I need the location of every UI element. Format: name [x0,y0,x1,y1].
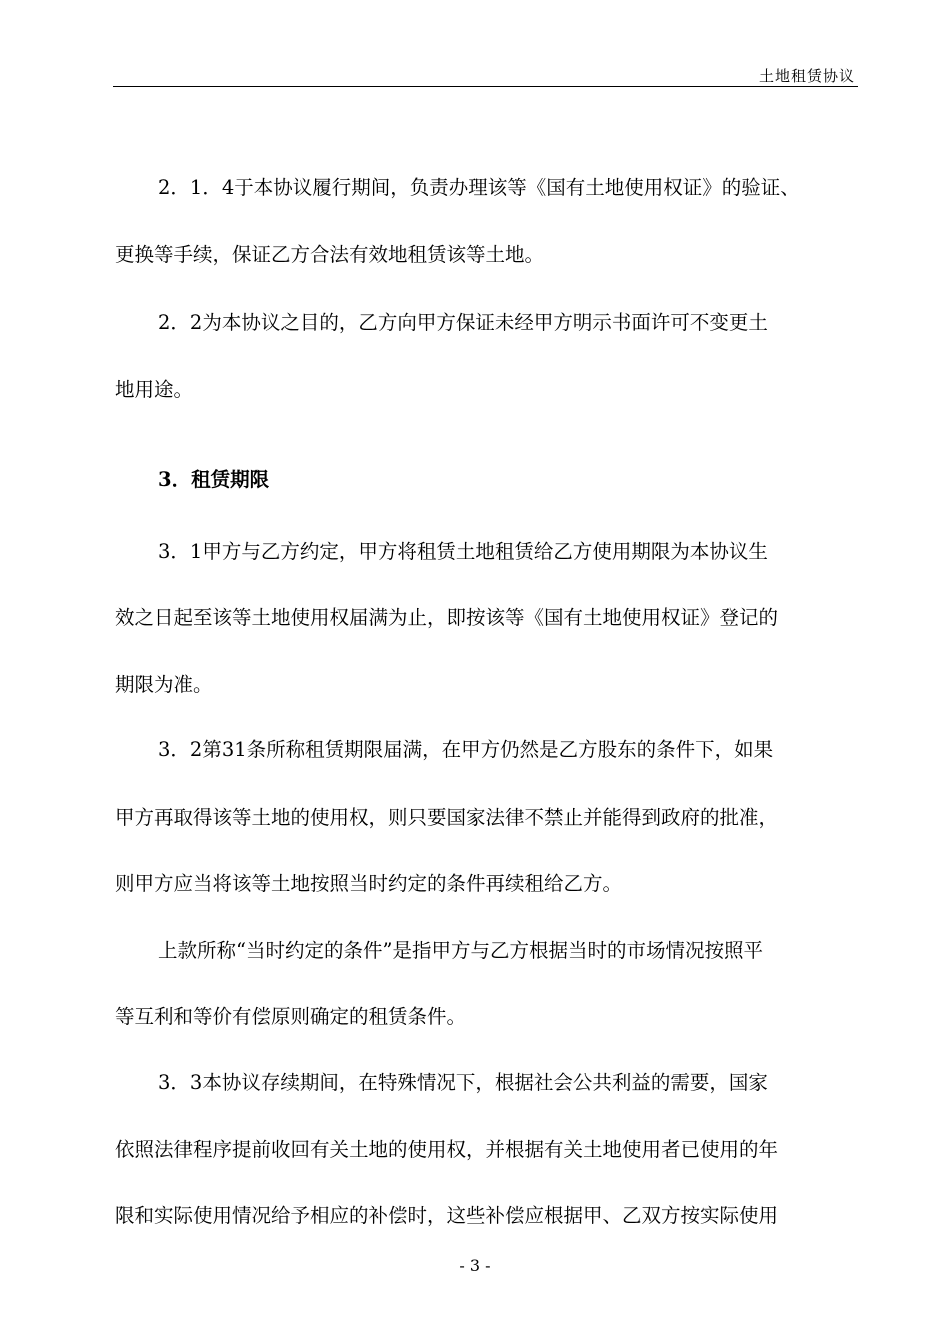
page-number: - 3 - [459,1256,491,1275]
body-line: 2．1．4于本协议履行期间，负责办理该等《国有土地使用权证》的验证、 [158,176,800,199]
body-line: 等互利和等价有偿原则确定的租赁条件。 [115,1005,467,1028]
body-line: 地用途。 [115,378,194,401]
section-heading: 3．租赁期限 [158,468,270,491]
body-line: 依照法律程序提前收回有关土地的使用权，并根据有关土地使用者已使用的年 [115,1138,779,1161]
body-line: 则甲方应当将该等土地按照当时约定的条件再续租给乙方。 [115,872,623,895]
body-line: 3．1甲方与乙方约定，甲方将租赁土地租赁给乙方使用期限为本协议生 [158,540,768,563]
page-header-title: 土地租赁协议 [758,67,855,85]
body-line: 效之日起至该等土地使用权届满为止，即按该等《国有土地使用权证》登记的 [115,606,779,629]
body-line: 3．2第31条所称租赁期限届满，在甲方仍然是乙方股东的条件下，如果 [158,738,774,761]
body-line: 更换等手续，保证乙方合法有效地租赁该等土地。 [115,243,545,266]
body-line: 甲方再取得该等土地的使用权，则只要国家法律不禁止并能得到政府的批准， [115,806,779,829]
body-line: 3．3本协议存续期间，在特殊情况下，根据社会公共利益的需要，国家 [158,1071,768,1094]
header-divider [113,86,858,87]
body-line: 2．2为本协议之目的，乙方向甲方保证未经甲方明示书面许可不变更土 [158,311,768,334]
body-line: 上款所称“当时约定的条件”是指甲方与乙方根据当时的市场情况按照平 [158,939,763,962]
body-line: 限和实际使用情况给予相应的补偿时，这些补偿应根据甲、乙双方按实际使用 [115,1204,779,1227]
body-line: 期限为准。 [115,673,213,696]
